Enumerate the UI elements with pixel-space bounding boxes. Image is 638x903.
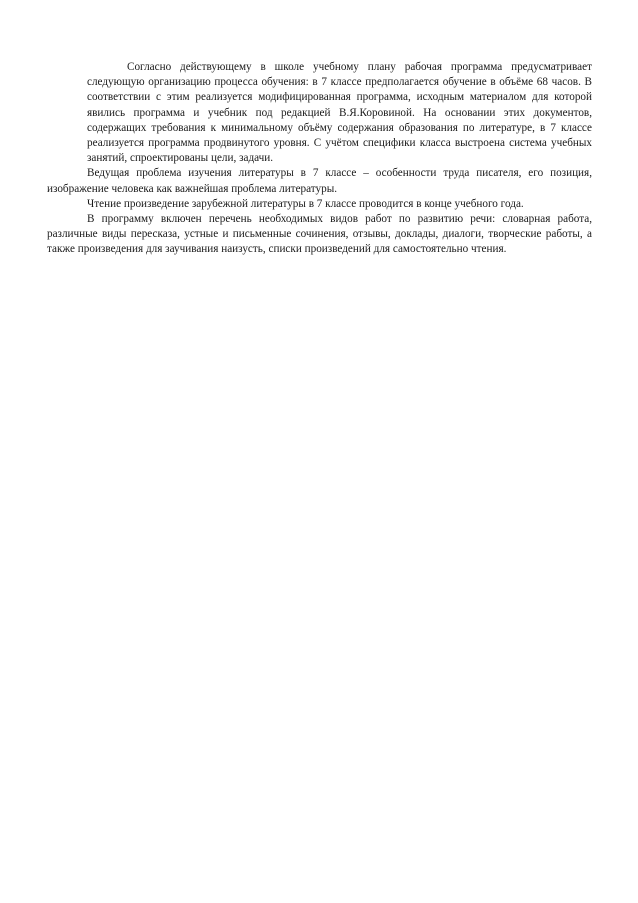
paragraph-foreign-literature: Чтение произведение зарубежной литературы в 7 классе проводится в конце учебного года. [87,197,524,210]
paragraph-leading-problem: Ведущая проблема изучения литературы в 7 классе – особенности труда писателя, его позиция, изображение человека как важнейшая проблема литературы. [47,167,592,195]
paragraph-speech-development: В программу включен перечень необходимых видов работ по развитию речи: словарная работа, различные виды пересказа, устные и письменные сочинения, отзывы, доклады, диалоги, творческие работы, а также произведения для заучивания наизусть, списки произведений для самостоятельно чтения. [47,213,592,256]
paragraph-curriculum-plan: Согласно действующему в школе учебному плану рабочая программа предусматривает следующую организацию процесса обучения: в 7 классе предполагается обучение в объёме 68 часов. В соответствии с этим реализуется модифицированная программа, исходным материалом для которой явились программа и учебник под редакцией В.Я.Коровиной. На основании этих документов, содержащих требования к минимальному объёму содержания образования по литературе, в 7 классе реализуется программа продвинутого уровня. С учётом специфики класса выстроена система учебных занятий, спроектированы цели, задачи. [87,61,592,165]
document-body [47,60,592,258]
